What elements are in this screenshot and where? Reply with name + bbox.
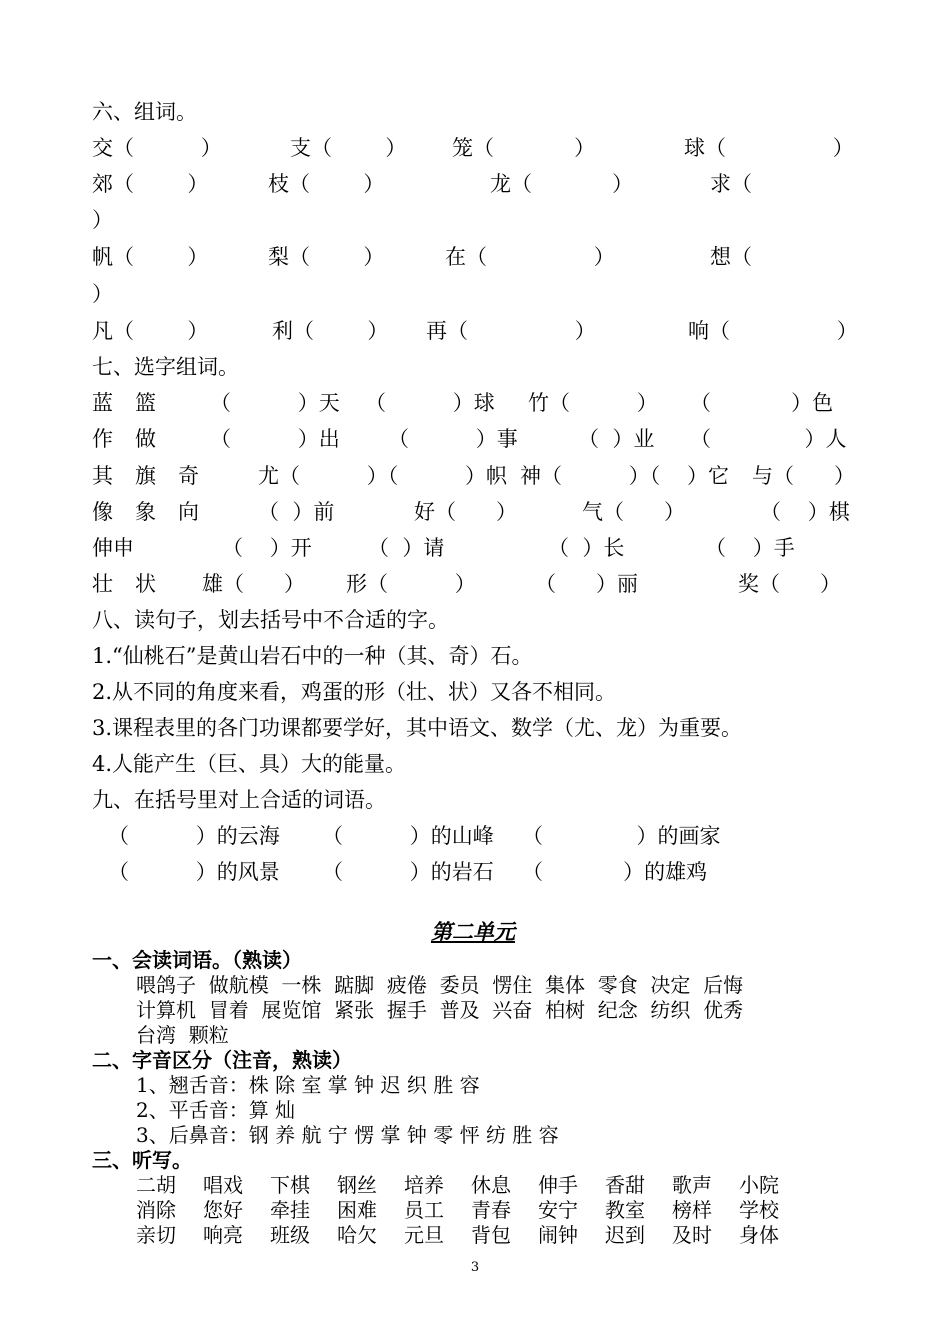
dictation-word: 您好 [203,1198,243,1222]
section-7-heading: 七、选字组词。 [92,355,239,379]
dictation-word: 休息 [471,1173,511,1197]
unit-2-title: 第二单元 [431,919,515,944]
section-8-heading: 八、读句子，划去括号中不合适的字。 [92,608,449,632]
sec7-r2-char2: 做 [135,427,156,451]
sec6-r4-c3: 再（ ） [426,319,596,343]
unit2-s2-line-1: 1、翘舌音：株 除 室 掌 钟 迟 织 胜 容 [136,1073,480,1097]
sec7-r2-b3: （ ）业 [578,427,655,451]
dictation-word: 榜样 [672,1198,712,1222]
sec9-r1-c1: （ ）的云海 [108,824,280,848]
dictation-word: 二胡 [136,1173,176,1197]
sec6-r1-c2: 支（ ） [290,136,407,160]
sec7-r4-char2: 象 [135,500,156,524]
sec7-r3-char2: 旗 [135,464,156,488]
sec6-r2-c3: 龙（ ） [490,172,634,196]
dictation-word: 消除 [136,1198,176,1222]
sec7-r6-b4: 奖（ ） [738,572,842,596]
sec7-r1-char2: 篮 [135,391,156,415]
sec7-r1-b4: （ ）色 [690,391,834,415]
sec7-r4-char3: 向 [178,500,199,524]
unit2-s1-line-1: 喂鸽子 做航模 一株 踮脚 疲倦 委员 愣住 集体 零食 决定 后悔 [136,973,744,997]
dictation-word: 小院 [739,1173,779,1197]
dictation-word: 伸手 [538,1173,578,1197]
dictation-word: 歌声 [672,1173,712,1197]
sec6-r2-c1: 郊（ ） [92,172,209,196]
sec7-r5-chars: 伸申 [92,536,134,560]
sec6-r2-c2: 枝（ ） [268,172,385,196]
sec8-item-4: 4.人能产生（巨、具）大的能量。 [92,752,407,776]
sec6-r2-c4: 求（ [710,172,752,196]
sec7-r6-b1: 雄（ ） [202,572,306,596]
sec7-r5-b3: （ ）长 [548,536,625,560]
sec7-r4-b1: （ ）前 [258,500,335,524]
dictation-word: 身体 [739,1223,779,1247]
dictation-word: 牵挂 [270,1198,310,1222]
sec7-r6-char1: 壮 [92,572,113,596]
sec7-r6-char2: 状 [135,572,156,596]
dictation-word: 学校 [739,1198,779,1222]
sec6-r3-c4: 想（ [710,245,752,269]
dictation-word: 安宁 [538,1198,578,1222]
unit2-s2-line-2: 2、平舌音：算 灿 [136,1098,296,1122]
dictation-word: 香甜 [605,1173,645,1197]
dictation-word: 培养 [404,1173,444,1197]
unit2-s1-heading: 一、会读词语。（熟读） [92,948,302,972]
dictation-word: 元旦 [404,1223,444,1247]
sec6-r4-c2: 利（ ） [272,319,389,343]
sec6-r3-c1: 帆（ ） [92,245,209,269]
sec7-r4-b3: 气（ ） [582,500,686,524]
sec9-r2-c3: （ ）的雄鸡 [522,860,708,884]
dictation-word: 钢丝 [337,1173,377,1197]
dictation-word: 哈欠 [337,1223,377,1247]
dictation-word: 迟到 [605,1223,645,1247]
sec7-r2-b2: （ ）事 [388,427,518,451]
sec9-r2-c2: （ ）的岩石 [322,860,494,884]
dictation-word: 员工 [404,1198,444,1222]
dictation-word: 困难 [337,1198,377,1222]
sec7-r1-b3: 竹（ ） [528,391,658,415]
sec8-item-1: 1.“仙桃石”是黄山岩石中的一种（其、奇）石。 [92,644,533,668]
dictation-word: 青春 [471,1198,511,1222]
unit2-s1-line-3: 台湾 颗粒 [136,1023,229,1047]
sec7-r1-b1: （ ）天 [210,391,340,415]
sec7-r3-char3: 奇 [178,464,199,488]
section-9-heading: 九、在括号里对上合适的词语。 [92,788,386,812]
sec6-r3-wrap: ） [92,282,113,306]
sec7-r5-b4: （ ）手 [705,536,795,560]
sec9-r1-c3: （ ）的画家 [522,824,721,848]
sec7-r2-char1: 作 [92,427,113,451]
sec7-r6-b2: 形（ ） [346,572,476,596]
dictation-word: 班级 [270,1223,310,1247]
unit2-s1-line-2: 计算机 冒着 展览馆 紧张 握手 普及 兴奋 柏树 纪念 纺织 优秀 [136,998,744,1022]
dictation-word: 及时 [672,1223,712,1247]
sec7-r1-char1: 蓝 [92,391,113,415]
sec8-item-2: 2.从不同的角度来看，鸡蛋的形（壮、状）又各不相同。 [92,680,617,704]
sec7-r3-b1: 尤（ ）（ ）帜 [258,464,508,488]
sec7-r4-b4: （ ）棋 [760,500,850,524]
dictation-word: 亲切 [136,1223,176,1247]
sec7-r4-char1: 像 [92,500,113,524]
dictation-word: 唱戏 [203,1173,243,1197]
sec7-r3-char1: 其 [92,464,113,488]
dictation-word: 下棋 [270,1173,310,1197]
sec6-r3-c3: 在（ ） [445,245,615,269]
dictation-word: 背包 [471,1223,511,1247]
sec6-r2-wrap: ） [92,208,113,232]
unit2-s3-heading: 三、听写。 [92,1148,192,1172]
sec6-r1-c4: 球（ ） [684,136,854,160]
sec6-r3-c2: 梨（ ） [268,245,385,269]
page-number: 3 [470,1260,480,1275]
sec8-item-3: 3.课程表里的各门功课都要学好，其中语文、数学（尤、龙）为重要。 [92,716,743,740]
sec6-r4-c4: 响（ ） [688,319,858,343]
unit2-s2-line-3: 3、后鼻音：钢 养 航 宁 愣 掌 钟 零 怦 纺 胜 容 [136,1123,559,1147]
dictation-word: 教室 [605,1198,645,1222]
sec6-r1-c1: 交（ ） [92,136,222,160]
unit2-s2-heading: 二、字音区分（注音，熟读） [92,1048,352,1072]
section-6-heading: 六、组词。 [92,100,197,124]
sec7-r3-b2: 神（ ）（ ）它 [520,464,729,488]
sec7-r2-b1: （ ）出 [210,427,340,451]
sec9-r2-c1: （ ）的风景 [108,860,280,884]
dictation-word: 响亮 [203,1223,243,1247]
sec7-r5-b2: （ ）请 [368,536,445,560]
sec7-r1-b2: （ ）球 [365,391,495,415]
dictation-word: 闹钟 [538,1223,578,1247]
sec7-r6-b3: （ ）丽 [535,572,639,596]
sec9-r1-c2: （ ）的山峰 [322,824,494,848]
sec7-r3-b3: 与（ ） [752,464,856,488]
sec7-r5-b1: （ ）开 [222,536,312,560]
sec6-r4-c1: 凡（ ） [92,319,209,343]
sec7-r2-b4: （ ）人 [690,427,847,451]
sec6-r1-c3: 笼（ ） [452,136,596,160]
sec7-r4-b2: 好（ ） [414,500,518,524]
